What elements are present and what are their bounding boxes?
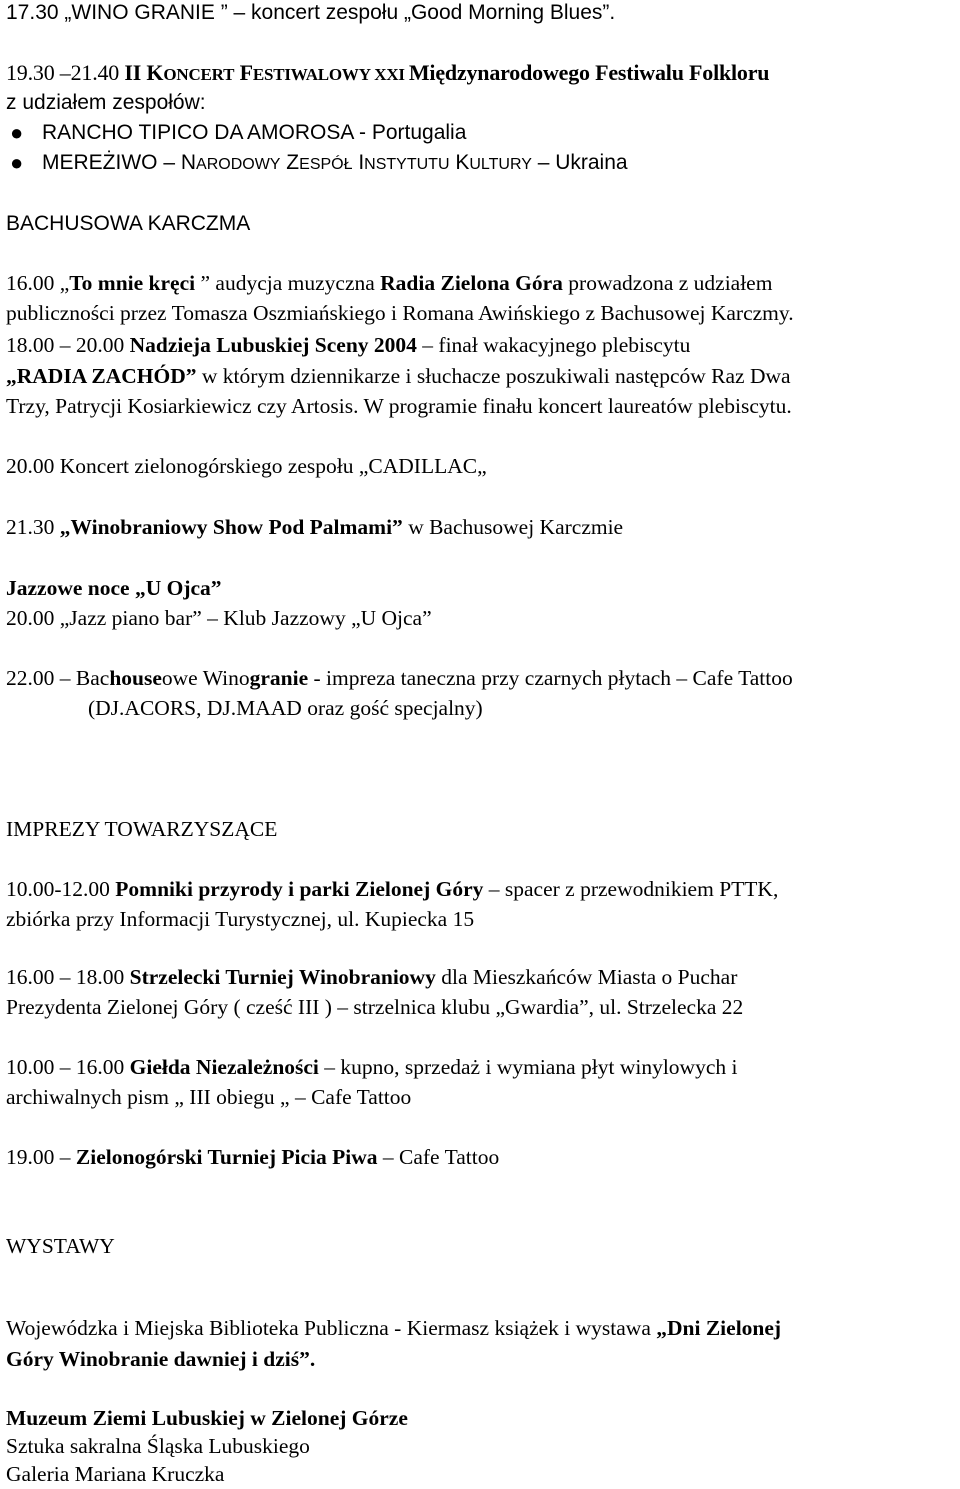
- list-item: RANCHO TIPICO DA AMOROSA - Portugalia: [42, 121, 467, 144]
- text-line: (DJ.ACORS, DJ.MAAD oraz gość specjalny): [88, 696, 483, 720]
- event-line: 22.00 – Bachouseowe Winogranie - impreza taneczna przy czarnych płytach – Cafe Tattoo: [6, 666, 793, 690]
- text-line: Galeria Mariana Kruczka: [6, 1462, 225, 1486]
- event-line: 18.00 – 20.00 Nadzieja Lubuskiej Sceny 2004 – finał wakacyjnego plebiscytu: [6, 333, 691, 357]
- section-heading: Muzeum Ziemi Lubuskiej w Zielonej Górze: [6, 1406, 408, 1430]
- text-line: z udziałem zespołów:: [6, 91, 206, 114]
- text-line: Góry Winobranie dawniej i dziś”.: [6, 1347, 316, 1371]
- section-heading: BACHUSOWA KARCZMA: [6, 212, 251, 235]
- event-line: 20.00 Koncert zielonogórskiego zespołu „CADILLAC„: [6, 454, 487, 478]
- text-line: zbiórka przy Informacji Turystycznej, ul. Kupiecka 15: [6, 907, 475, 931]
- event-line: 16.00 „To mnie kręci ” audycja muzyczna Radia Zielona Góra prowadzona z udziałem: [6, 271, 773, 295]
- event-line: 19.30 –21.40 II KONCERT FESTIWALOWY XXI Międzynarodowego Festiwalu Folkloru: [6, 60, 770, 85]
- event-line: 10.00 – 16.00 Giełda Niezależności – kupno, sprzedaż i wymiana płyt winylowych i: [6, 1055, 738, 1079]
- bullet-icon: ●: [10, 150, 24, 175]
- event-line: 19.00 – Zielonogórski Turniej Picia Piwa – Cafe Tattoo: [6, 1145, 500, 1169]
- event-line: 21.30 „Winobraniowy Show Pod Palmami” w Bachusowej Karczmie: [6, 515, 624, 539]
- list-item: MEREŻIWO – NARODOWY ZESPÓŁ INSTYTUTU KULTURY – Ukraina: [42, 151, 628, 174]
- event-line: 20.00 „Jazz piano bar” – Klub Jazzowy „U Ojca”: [6, 606, 432, 630]
- section-heading: IMPREZY TOWARZYSZĄCE: [6, 817, 278, 841]
- event-line: 10.00-12.00 Pomniki przyrody i parki Zielonej Góry – spacer z przewodnikiem PTTK,: [6, 877, 779, 901]
- text-line: publiczności przez Tomasza Oszmiańskiego i Romana Awińskiego z Bachusowej Karczmy.: [6, 301, 794, 325]
- text-line: Wojewódzka i Miejska Biblioteka Publiczna - Kiermasz książek i wystawa „Dni Zielonej: [6, 1316, 782, 1340]
- text-line: Trzy, Patrycji Kosiarkiewicz czy Artosis. W programie finału koncert laureatów plebiscytu.: [6, 394, 792, 418]
- text-line: archiwalnych pism „ III obiegu „ – Cafe Tattoo: [6, 1085, 412, 1109]
- event-line: 17.30 „WINO GRANIE ” – koncert zespołu „Good Morning Blues”.: [6, 1, 616, 24]
- section-heading: WYSTAWY: [6, 1234, 115, 1258]
- bullet-icon: ●: [10, 120, 24, 145]
- event-line: 16.00 – 18.00 Strzelecki Turniej Winobraniowy dla Mieszkańców Miasta o Puchar: [6, 965, 738, 989]
- text-line: Prezydenta Zielonej Góry ( cześć III ) – strzelnica klubu „Gwardia”, ul. Strzelecka 22: [6, 995, 744, 1019]
- section-heading: Jazzowe noce „U Ojca”: [6, 576, 222, 600]
- text-line: „RADIA ZACHÓD” w którym dziennikarze i słuchacze poszukiwali następców Raz Dwa: [6, 364, 791, 388]
- text-line: Sztuka sakralna Śląska Lubuskiego: [6, 1434, 310, 1458]
